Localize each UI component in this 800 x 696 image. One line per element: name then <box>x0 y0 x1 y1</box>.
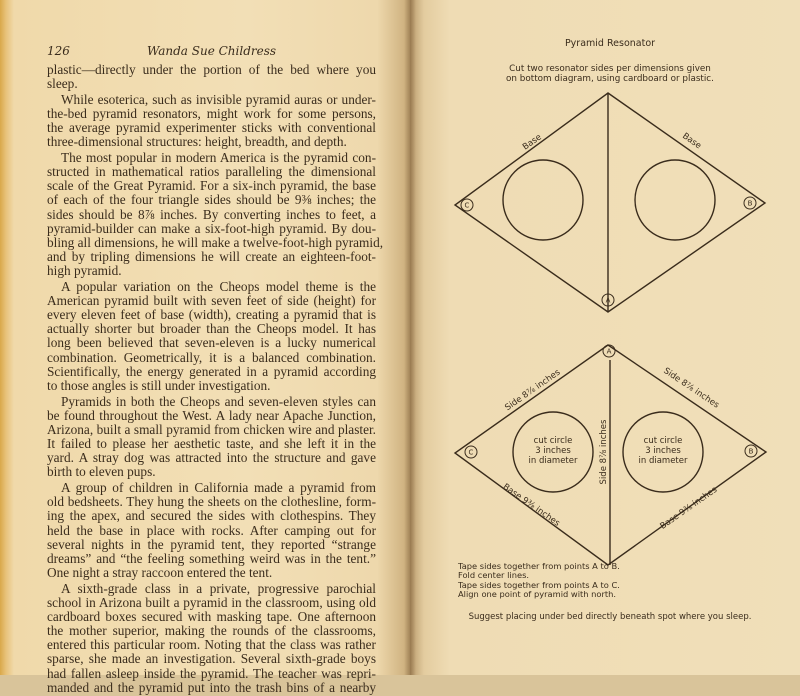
circle-label: cut circle <box>643 436 683 446</box>
text-line: had fallen asleep inside the pyramid. The teacher was repri- <box>47 665 376 681</box>
text-line: and by tripling dimensions he will create an eighteen-foot- <box>47 249 376 265</box>
text-line: dreams” and “the feeling something weird was in the tent.” <box>47 550 376 566</box>
point-b-label: B <box>748 447 754 456</box>
text-line: sides should be 8⅞ inches. By converting inches to feet, a <box>47 206 376 222</box>
text-line: A popular variation on the Cheops model theme is the <box>61 278 376 294</box>
circle-label: cut circle <box>533 436 573 446</box>
text-line: of each of the four triangle sides should be 9⅜ inches; the <box>47 192 376 208</box>
text-line: cardboard boxes secured with masking tape. One afternoon <box>47 608 376 624</box>
text-line: actually shorter but broader than the Cheops model. It has <box>47 321 376 337</box>
text-line: combination. Geometrically, it is a balanced combination. <box>47 349 376 365</box>
text-line: the-bed pyramid resonators, might work for some persons, <box>47 105 376 121</box>
point-a-label: A <box>605 296 611 305</box>
instruction-line: Tape sides together from points A to B. <box>458 561 620 571</box>
point-c-label: C <box>468 448 474 457</box>
base-label-left: Base 9⅜ inches <box>500 481 562 529</box>
text-line: birth to eleven pups. <box>47 464 156 480</box>
text-line: several nights in the pyramid tent, they reported “strange <box>47 536 376 552</box>
text-line: While esoterica, such as invisible pyramid auras or under- <box>61 91 376 107</box>
side-label-center: Side 8⅞ inches <box>599 419 609 485</box>
circle-label: 3 inches <box>645 446 681 456</box>
placement-note: Suggest placing under bed directly beneath spot where you sleep. <box>468 612 752 622</box>
text-line: be found throughout the West. A lady near Apache Junction, <box>47 407 376 423</box>
text-line: held the base in place with rocks. After camping out for <box>47 522 376 538</box>
top-diamond <box>455 93 765 312</box>
intro-line: Cut two resonator sides per dimensions given <box>509 64 711 74</box>
edge-label-base: Base <box>680 131 703 152</box>
text-line: to those angles is still under investigation. <box>47 377 271 393</box>
page-number: 126 <box>47 44 70 58</box>
text-line: One night a stray raccoon entered the tent. <box>47 564 273 580</box>
text-line: bling all dimensions, he will make a twelve-foot-high pyramid, <box>47 234 384 250</box>
base-label-right: Base 9⅜ inches <box>658 484 720 532</box>
text-line: Scientifically, the energy generated in a pyramid according <box>47 363 376 379</box>
text-line: The most popular in modern America is the pyramid con- <box>61 149 376 165</box>
text-line: high pyramid. <box>47 263 122 279</box>
text-line: Pyramids in both the Cheops and seven-eleven styles can <box>61 393 376 409</box>
text-line: old bedsheets. They hung the sheets on the clothesline, form- <box>47 494 376 510</box>
text-line: yard. A stray dog was attracted into the structure and gave <box>47 450 376 466</box>
text-line: sparse, she made an investigation. Several sixth-grade boys <box>47 651 376 667</box>
text-line: ing the apex, and secured the sides with clothespins. They <box>47 508 376 524</box>
text-line: the average pyramid experimenter sticks with conventional <box>47 120 376 136</box>
instruction-line: Tape sides together from points A to C. <box>458 579 620 590</box>
circle-label: in diameter <box>528 456 578 466</box>
edge-label-base: Base <box>520 132 544 153</box>
side-label-left: Side 8⅞ inches <box>503 367 563 414</box>
text-line: sleep. <box>47 76 78 92</box>
text-line: pyramid-builder can make a six-foot-high pyramid. By dou- <box>47 220 376 236</box>
text-line: entered this particular room. Noting that the class was rather <box>47 637 376 653</box>
intro-line: on bottom diagram, using cardboard or plastic. <box>506 74 714 84</box>
text-line: three-dimensional structures: height, breadth, and depth. <box>47 134 347 150</box>
running-head-author: Wanda Sue Childress <box>146 44 277 58</box>
top-right-circle <box>635 160 715 240</box>
text-line: long been believed that seven-eleven is a lucky numerical <box>47 335 376 351</box>
text-line: plastic—directly under the portion of the bed where you <box>47 62 376 77</box>
assembly-instructions <box>458 562 620 600</box>
side-label-right: Side 8⅞ inches <box>661 366 721 411</box>
text-line: every eleven feet of base (width), creating a pyramid that is <box>47 307 376 323</box>
text-line: manded and the pyramid put into the trash bins of a nearby <box>47 679 376 695</box>
circle-label: 3 inches <box>535 446 571 456</box>
instruction-line: Fold center lines. <box>458 570 530 581</box>
text-line: American pyramid built with seven feet of side (height) for <box>47 293 376 308</box>
point-a-label: A <box>606 347 612 356</box>
text-line: school in Arizona built a pyramid in the classroom, using old <box>47 594 376 610</box>
text-line: structed in mathematical ratios paralleling the dimensional <box>47 164 376 180</box>
text-line: A group of children in California made a pyramid from <box>61 480 376 496</box>
text-line: Arizona, built a small pyramid from chicken wire and plaster. <box>47 421 376 437</box>
circle-label: in diameter <box>638 456 688 466</box>
text-line: A sixth-grade class in a private, progressive parochial <box>61 580 376 596</box>
point-c-label: C <box>464 201 470 210</box>
diagram-title: Pyramid Resonator <box>564 38 656 49</box>
top-left-circle <box>503 160 583 240</box>
text-line: It failed to please her aesthetic taste, and she left it in the <box>47 436 376 452</box>
point-b-label: B <box>747 199 753 208</box>
text-line: scale of the Great Pyramid. For a six-inch pyramid, the base <box>47 178 376 194</box>
text-line: the mother superior, making the rounds of the classrooms, <box>47 623 376 639</box>
instruction-line: Align one point of pyramid with north. <box>458 589 617 600</box>
